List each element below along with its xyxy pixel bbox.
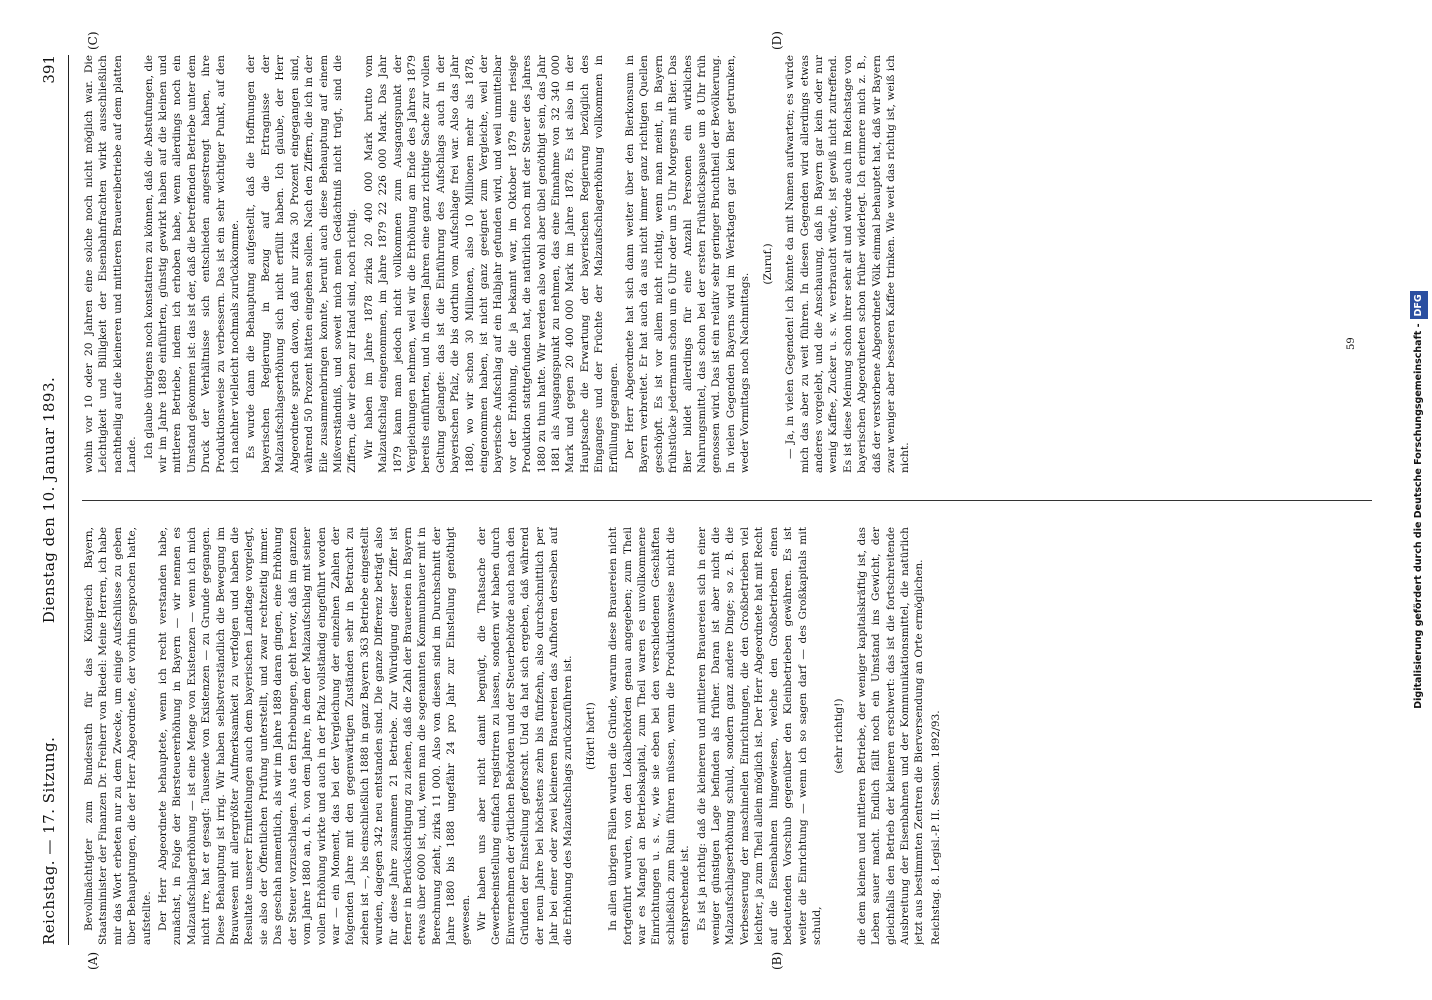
- credit-text: Digitalisierung gefördert durch die Deutsche Forschungsgemeinschaft -: [1413, 323, 1424, 709]
- header-rule: [68, 55, 69, 945]
- left-interjection-2: (sehr richtig!): [833, 698, 846, 774]
- margin-marker-c: (C): [86, 31, 100, 50]
- right-paragraph-3: Es wurde dann die Behauptung aufgestellt, daß die Hoffnungen der bayerischen Regierung in Bezug auf die Ertragnisse der Malzaufschlagserhöhung sich nicht erfüllt haben. Ich glaube, der Herr Abgeordnete sprach davon, daß nur zirka 30 Prozent eingegangen sind, während 50 Prozent hätten eingehen sollen. Nach den Ziffern, die ich in der Eile zusammenbringen konnte, beruht auch diese Behauptung auf einem Mißverständniß, und soweit mich mein Gedächtniß nicht trügt, sind die Ziffern, die wir eben zur Hand sind, noch richtig.: [245, 55, 359, 473]
- left-paragraph-2: Der Herr Abgeordnete behauptete, wenn ich recht verstanden habe, zunächst, in Folge der Biersteuererhöhung in Bayern — wir nennen es Malzaufschlagerhöhung — ist eine Menge von Existenzen — wenn ich mich nicht irre, hat er gesagt: Tausende von Existenzen — zu Grunde gegangen. Diese Behauptung ist irrig. Wir haben selbstverständlich die Bewegung im Brauwesen mit allergrößter Aufmerksamkeit zu verfolgen und haben die Resultate unserer Ermittelungen auch dem bayerischen Landtage vorgelegt, sie also der Öffentlichen Prüfung unterstellt, und zwar rechtzeitig immer. Das geschah namentlich, als wir im Jahre 1889 daran gingen, eine Erhöhung der Steuer vorzuschlagen. Aus den Erhebungen, geht hervor, daß im ganzen vom Jahre 1880 an, d. h. von dem Jahre, in dem der Malzaufschlag mit seiner vollen Erhöhung wirkte und auch in der Pfalz vollständig eingeführt worden war — ein Moment, das bei der Vergleichung der einzelnen Zahlen der folgenden Jahre mit den gegenwärtigen Zuständen sehr in Betracht zu ziehen ist —, bis einschließlich 1888 in ganz Bayern 363 Betriebe eingestellt wurden, dagegen 342 neu entstanden sind. Die ganze Differenz beträgt also für diese Jahre zusammen 21 Betriebe. Zur Würdigung dieser Ziffer ist ferner in Berücksichtigung zu ziehen, daß die Zahl der Brauereien in Bayern etwas über 6000 ist, und, wenn man die sogenannten Kommunbrauer mit in Berechnung zieht, zirka 11 000. Also von diesen sind im Durchschnitt der Jahre 1880 bis 1888 ungefähr 24 pro Jahr zur Einstellung genöthigt gewesen.: [157, 527, 472, 945]
- left-paragraph-3: Wir haben uns aber nicht damit begnügt, die Thatsache der Gewerbeeinstellung einfach registriren zu lassen, sondern wir haben durch Einvernehmen der örtlichen Behörden und der Steuerbehörde auch nach den Gründen der Einstellung geforscht. Und da hat sich ergeben, daß während der neun Jahre bei höchstens zehn bis fünfzehn, also durchschnittlich per Jahr bei einer oder zwei kleineren Brauereien das Aufhören derselben auf die Erhöhung des Malzaufschlags zurückzuführen ist.: [475, 527, 575, 945]
- column-divider: [82, 500, 1372, 501]
- page-number: 391: [40, 55, 58, 84]
- left-paragraph-5: Es ist ja richtig: daß die kleineren und mittleren Brauereien sich in einer weniger günstigen Lage befinden als früher. Daran ist aber nicht die Malzaufschlagserhöhung schuld, sondern ganz andere Dinge; so z. B. die Verbesserung der maschinellen Einrichtungen, die den Großbetrieben viel leichter, ja zum Theil allein möglich ist. Der Herr Abgeordnete hat mit Recht auf die Eisenbahnen hingewiesen, welche den Großbetrieben einen bedeutenden Vorschub gegenüber den Kleinbetrieben gewähren. Es ist weiter die Einrichtung — wenn ich so sagen darf — des Großkapitals mit schuld,: [695, 527, 823, 945]
- sheet-mark: 59: [1346, 337, 1357, 350]
- right-paragraph-1: wohin vor 10 oder 20 Jahren eine solche noch nicht möglich war. Die Leichtigkeit und Billigkeit der Eisenbahnfrachten wirkt ausschließlich nachtheilig auf die kleineren und mittleren Brauereibetriebe auf dem platten Lande.: [83, 55, 139, 473]
- left-interjection-1: (Hört! hört!): [584, 702, 597, 770]
- right-paragraph-6: — Ja, in vielen Gegenden! ich könnte da mit Namen aufwarten; es würde mich das aber zu weit führen. In diesen Gegenden wird allerdings etwas anderes vorgelebt, und die Anschauung, daß in Bayern gar kein oder nur wenig Kaffee, Zucker u. s. w. verbraucht würde, ist gewiß nicht zutreffend. Es ist diese Meinung schon ihrer sehr alt und wurde auch im Reichstage von bayerischen Abgeordneten schon früher widerlegt. Ich erinnere mich z. B., daß der verstorbene Abgeordnete Völk einmal behauptet hat, daß wir Bayern zwar weniger aber besseren Kaffee trinken. Wie weit das richtig ist, weiß ich nicht.: [784, 55, 912, 473]
- digitization-credit: [1410, 0, 1428, 1000]
- header-date: Dienstag den 10. Januar 1893.: [40, 376, 58, 624]
- left-paragraph-1: Bevollmächtigter zum Bundesrath für das Königreich Bayern, Staatsminister der Finanzen Dr. Freiherr von Riedel: Meine Herren, ich habe mir das Wort erbeten nur zu dem Zwecke, um einige Aufschlüsse zu geben über Behauptungen, die der Herr Abgeordnete, der vorhin gesprochen hatte, aufstellte.: [83, 527, 153, 945]
- right-paragraph-4: Wir haben im Jahre 1878 zirka 20 400 000 Mark brutto vom Malzaufschlag eingenommen, im Jahre 1879 22 226 000 Mark. Das Jahr 1879 kann man jedoch nicht vollkommen zum Ausgangspunkt der Vergleichungen nehmen, weil wir die Erhöhung am Ende des Jahres 1879 bereits einführten, und in diesen Jahren eine ganz richtige Sache zur vollen Geltung gelangte: das ist die Einführung des Aufschlags auch in der bayerischen Pfalz, die bis dorthin vom Aufschlage frei war. Also das Jahr 1880, wo wir schon 30 Millionen, also 10 Millionen mehr als 1878, eingenommen haben, ist nicht ganz geeignet zum Vergleiche, weil der bayerische Aufschlag auf ein Halbjahr gefunden wird, und weil unmittelbar vor der Erhöhung, die ja bekannt war, im Oktober 1879 eine riesige Produktion stattgefunden hat, die natürlich noch mit der Steuer des Jahres 1880 zu thun hatte. Wir werden also wohl aber übel genöthigt sein, das Jahr 1881 als Ausgangspunkt zu nehmen, das eine Einnahme von 32 340 000 Mark und gegen 20 400 000 Mark im Jahre 1878. Es ist also in der Hauptsache die Erwartung der bayerischen Regierung bezüglich des Einganges und der Früchte der Malzaufschlagerhöhung vollkommen in Erfüllung gegangen.: [362, 55, 620, 473]
- margin-marker-a: (A): [86, 951, 100, 970]
- header-left: Reichstag. — 17. Sitzung.: [40, 736, 58, 945]
- left-column: [82, 527, 1392, 945]
- page-header: [40, 55, 64, 945]
- right-column: [82, 55, 1392, 473]
- left-paragraph-4: In allen übrigen Fällen wurden die Gründe, warum diese Brauereien nicht fortgeführt wurden, von den Lokalbehörden genau angegeben; zum Theil war es Mangel an Betriebskapital, zum Theil waren es unvollkommene Einrichtungen u. s. w., wie sie eben bei den verschiedenen Geschäften schließlich zum Ruin führen müssen, wenn die Produktionsweise nicht die entsprechende ist.: [607, 527, 692, 945]
- margin-marker-d: (D): [770, 31, 784, 50]
- dfg-logo: DFG: [1410, 291, 1428, 319]
- left-paragraph-6: die dem kleinen und mittleren Betriebe, der weniger kapitalskräftig ist, das Leben sauer macht. Endlich fällt noch ein Umstand ins Gewicht, der gleichfalls den Betrieb der kleineren erschwert: das ist die fortschreitende Ausbreitung der Eisenbahnen und der Kommunikationsmittel, die natürlich jetzt aus bestimmten Zentren die Bierversendung an Orte ermöglichen.: [855, 527, 926, 945]
- right-paragraph-5: Der Herr Abgeordnete hat sich dann weiter über den Bierkonsum in Bayern verbreitet. Er hat auch da aus nicht immer ganz richtigen Quellen geschöpft. Es ist vor allem nicht richtig, wenn man meint, in Bayern frühstücke jedermann schon um 6 Uhr oder um 5 Uhr Morgens mit Bier. Das Bier bildet allerdings für eine Anzahl Personen ein wirkliches Nahrungsmittel, das schon bei der ersten Frühstückspause um 8 Uhr früh genossen wird. Das ist ein relativ sehr geringer Bruchtheil der Bevölkerung. In vielen Gegenden Bayerns wird im Werktagen gar kein Bier getrunken, weder Vormittags noch Nachmittags.: [624, 55, 752, 473]
- right-paragraph-2: Ich glaube übrigens noch konstatiren zu können, daß die Abstufungen, die wir im Jahre 1889 einführten, günstig gewirkt haben auf die kleinen und mittleren Betriebe, indem ich erhoben habe, wenn allerdings noch ein Umstand gekommen ist: das ist der, daß die betreffenden Betriebe unter dem Druck der Verhältnisse sich entschieden angestrengt haben, ihre Produktionsweise zu verbessern. Das ist ein sehr wichtiger Punkt, auf den ich nachher vielleicht nochmals zurückkomme.: [142, 55, 242, 473]
- margin-marker-b: (B): [770, 951, 784, 970]
- right-interjection-1: (Zuruf.): [761, 243, 774, 285]
- left-footer: Reichstag. 8. Legisl.-P. II. Session. 1892/93.: [929, 710, 942, 945]
